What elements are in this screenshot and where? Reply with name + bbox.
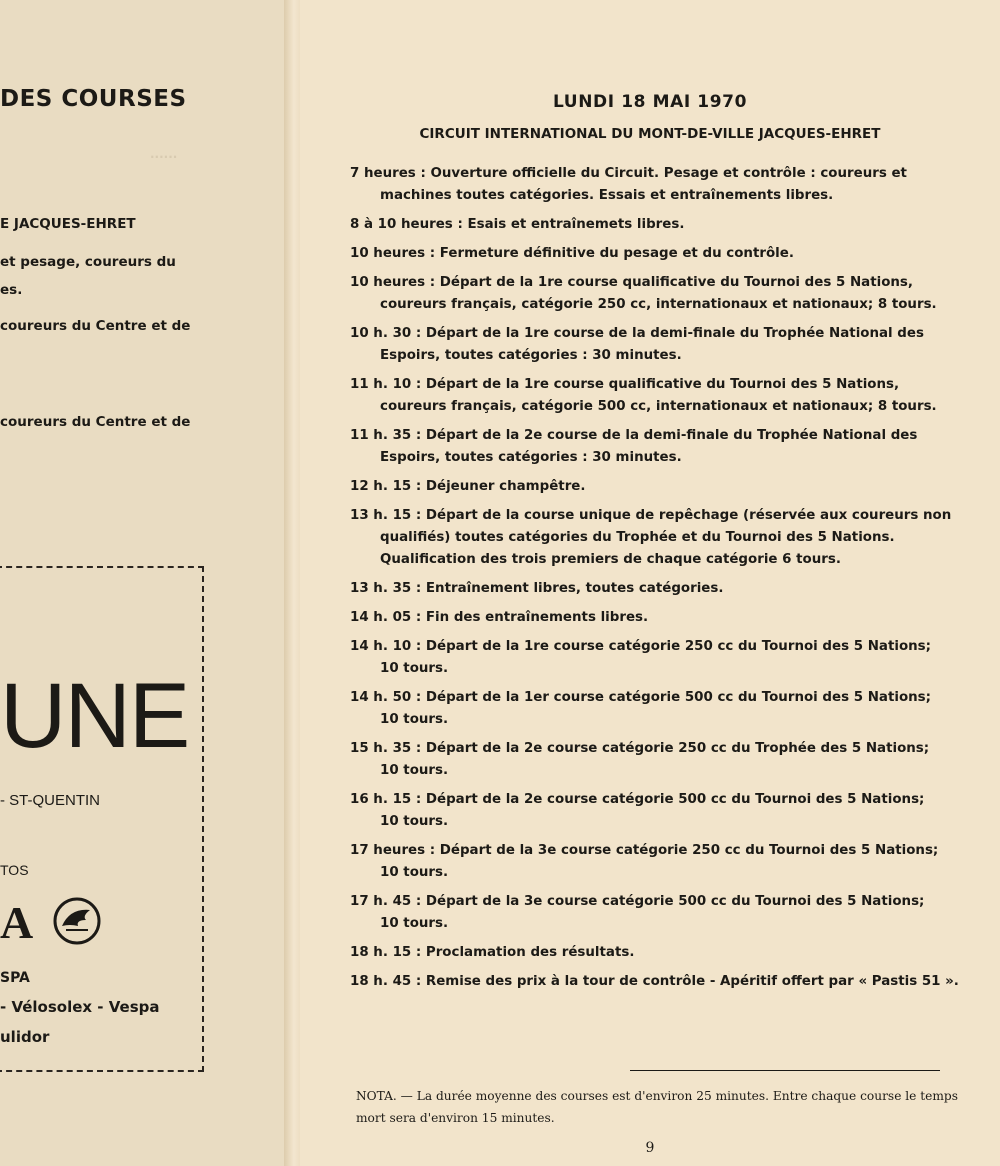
schedule-item-line: 7 heures : Ouverture officielle du Circuit. Pesage et contrôle : coureurs et xyxy=(350,166,907,181)
schedule-item-line: 14 h. 05 : Fin des entraînements libres. xyxy=(350,610,649,625)
schedule-item-line: 13 h. 15 : Départ de la course unique de repêchage (réservée aux coureurs non xyxy=(350,508,952,523)
schedule-item xyxy=(350,425,990,469)
page-subtitle: CIRCUIT INTERNATIONAL DU MONT-DE-VILLE JACQUES-EHRET xyxy=(419,126,881,142)
schedule-item xyxy=(350,840,990,884)
schedule-item-line: 18 h. 15 : Proclamation des résultats. xyxy=(350,945,635,960)
left-circuit-tail: E JACQUES-EHRET xyxy=(0,216,136,232)
schedule-item xyxy=(350,636,990,680)
schedule-item xyxy=(350,163,990,207)
schedule-item-line: 10 heures : Fermeture définitive du pesage et du contrôle. xyxy=(350,246,794,261)
schedule-item-line: 14 h. 50 : Départ de la 1er course catégorie 500 cc du Tournoi des 5 Nations; xyxy=(350,690,932,705)
schedule-item-continuation: coureurs français, catégorie 500 cc, internationaux et nationaux; 8 tours. xyxy=(380,399,937,414)
ad-brand: A xyxy=(0,897,34,948)
schedule-item-continuation: machines toutes catégories. Essais et entraînements libres. xyxy=(380,188,834,203)
divider xyxy=(630,1070,940,1071)
schedule-item xyxy=(350,243,990,265)
winged-helmet-logo-icon xyxy=(52,896,102,946)
schedule-item xyxy=(350,891,990,935)
schedule-item xyxy=(350,505,990,571)
schedule-item xyxy=(350,607,990,629)
schedule-item-continuation: 10 tours. xyxy=(380,712,449,727)
schedule-item xyxy=(350,971,990,993)
schedule-item-line: 15 h. 35 : Départ de la 2e course catégorie 250 cc du Trophée des 5 Nations; xyxy=(350,741,930,756)
schedule-item-line: 18 h. 45 : Remise des prix à la tour de contrôle - Apéritif offert par « Pastis 51 ». xyxy=(350,974,959,989)
left-line-es: es. xyxy=(0,282,23,298)
schedule-item-line: 17 h. 45 : Départ de la 3e course catégorie 500 cc du Tournoi des 5 Nations; xyxy=(350,894,925,909)
schedule-item-continuation: Espoirs, toutes catégories : 30 minutes. xyxy=(380,450,682,465)
schedule-item-line: 10 h. 30 : Départ de la 1re course de la demi-finale du Trophée National des xyxy=(350,326,924,341)
schedule-item-continuation: Qualification des trois premiers de chaque catégorie 6 tours. xyxy=(380,552,841,567)
schedule-item xyxy=(350,578,990,600)
schedule-item-continuation: Espoirs, toutes catégories : 30 minutes. xyxy=(380,348,682,363)
bleed-through-text: ······ xyxy=(150,150,178,164)
schedule-item-continuation: 10 tours. xyxy=(380,916,449,931)
schedule-item-line: 16 h. 15 : Départ de la 2e course catégorie 500 cc du Tournoi des 5 Nations; xyxy=(350,792,925,807)
schedule-item xyxy=(350,687,990,731)
schedule-item xyxy=(350,272,990,316)
left-line-centre-1: coureurs du Centre et de xyxy=(0,318,191,334)
schedule-item-continuation: 10 tours. xyxy=(380,865,449,880)
left-page xyxy=(0,0,290,1166)
schedule-item xyxy=(350,789,990,833)
schedule-item-line: 12 h. 15 : Déjeuner champêtre. xyxy=(350,479,586,494)
ad-products: - Vélosolex - Vespa xyxy=(0,998,160,1016)
schedule-item-continuation: 10 tours. xyxy=(380,814,449,829)
schedule-item xyxy=(350,942,990,964)
page-title: LUNDI 18 MAI 1970 xyxy=(552,92,748,112)
left-line-centre-2: coureurs du Centre et de xyxy=(0,414,191,430)
page-number: 9 xyxy=(645,1140,655,1156)
schedule-item-continuation: coureurs français, catégorie 250 cc, internationaux et nationaux; 8 tours. xyxy=(380,297,937,312)
schedule-item xyxy=(350,214,990,236)
schedule-item-continuation: 10 tours. xyxy=(380,661,449,676)
ad-brand-sub: SPA xyxy=(0,970,30,986)
schedule-item xyxy=(350,476,990,498)
ad-big-text: UNE xyxy=(0,665,189,767)
schedule-item-line: 10 heures : Départ de la 1re course qualificative du Tournoi des 5 Nations, xyxy=(350,275,913,290)
advertisement-box xyxy=(0,566,204,1072)
left-line-pesage: et pesage, coureurs du xyxy=(0,254,176,270)
schedule-item-continuation: qualifiés) toutes catégories du Trophée et du Tournoi des 5 Nations. xyxy=(380,530,895,545)
ad-motos: TOS xyxy=(0,862,29,878)
schedule-item-line: 11 h. 35 : Départ de la 2e course de la demi-finale du Trophée National des xyxy=(350,428,918,443)
schedule-item xyxy=(350,323,990,367)
schedule-item-line: 11 h. 10 : Départ de la 1re course qualificative du Tournoi des 5 Nations, xyxy=(350,377,900,392)
schedule-list xyxy=(350,163,990,1000)
right-page xyxy=(300,0,1000,1166)
schedule-item-line: 13 h. 35 : Entraînement libres, toutes catégories. xyxy=(350,581,724,596)
schedule-item xyxy=(350,374,990,418)
left-page-heading: DES COURSES xyxy=(0,86,187,112)
ad-city: - ST-QUENTIN xyxy=(0,792,100,809)
schedule-item-continuation: 10 tours. xyxy=(380,763,449,778)
schedule-item-line: 17 heures : Départ de la 3e course catégorie 250 cc du Tournoi des 5 Nations; xyxy=(350,843,939,858)
ad-last-line: ulidor xyxy=(0,1028,50,1046)
nota-paragraph: NOTA. — La durée moyenne des courses est d'environ 25 minutes. Entre chaque course le temps mort sera d'environ 15 minutes. xyxy=(356,1089,958,1125)
schedule-item xyxy=(350,738,990,782)
schedule-item-line: 8 à 10 heures : Esais et entraînemets libres. xyxy=(350,217,685,232)
schedule-item-line: 14 h. 10 : Départ de la 1re course catégorie 250 cc du Tournoi des 5 Nations; xyxy=(350,639,932,654)
